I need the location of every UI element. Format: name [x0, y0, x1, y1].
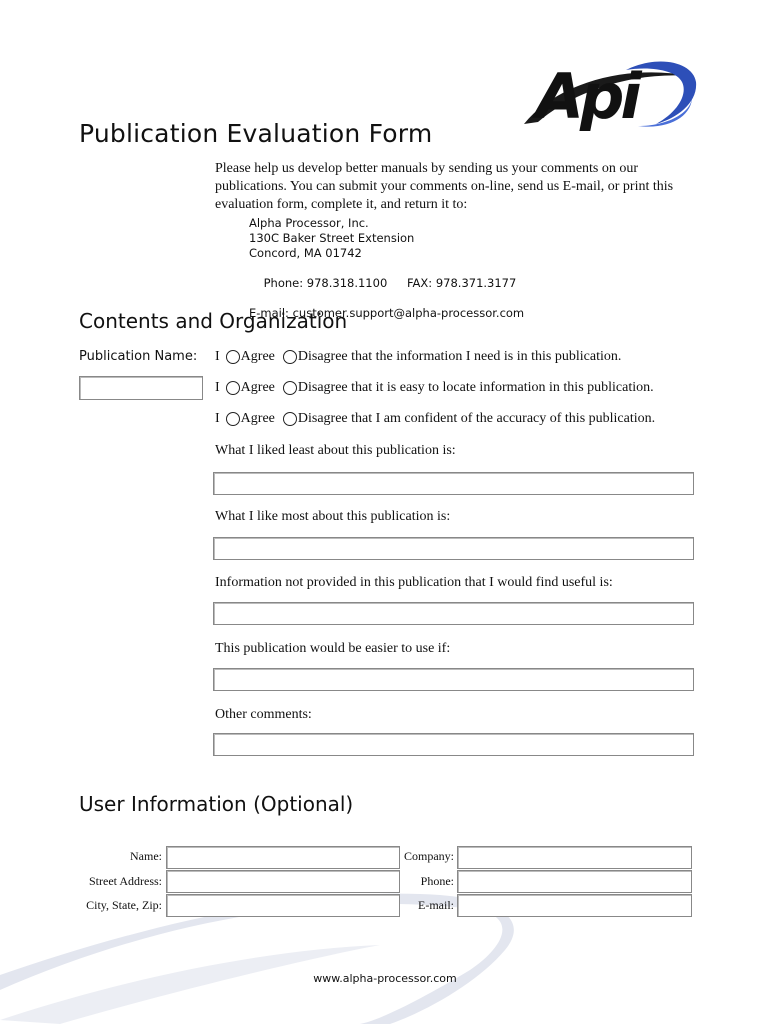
statement-row-3 [215, 411, 655, 427]
address-company: Alpha Processor, Inc. [249, 216, 369, 230]
statement-row-1 [215, 349, 621, 365]
street-address-field[interactable] [166, 870, 400, 893]
easier-to-use-field[interactable] [213, 668, 694, 691]
name-field[interactable] [166, 846, 400, 869]
liked-least-field[interactable] [213, 472, 694, 495]
statement-row-2 [215, 380, 654, 396]
disagree-statement-2: Disagree that it is easy to locate information in this publication. [297, 380, 654, 395]
address-phone: Phone: 978.318.1100 [263, 276, 388, 290]
city-state-zip-field[interactable] [166, 894, 400, 917]
contents-heading: Contents and Organization [79, 309, 348, 333]
company-field[interactable] [457, 846, 692, 869]
agree-radio-3[interactable] [226, 412, 240, 426]
agree-radio-1[interactable] [226, 350, 240, 364]
agree-label: Agree [240, 411, 275, 426]
agree-radio-2[interactable] [226, 381, 240, 395]
email-label: E-mail: [418, 898, 454, 912]
address-street: 130C Baker Street Extension [249, 231, 415, 245]
disagree-radio-3[interactable] [283, 412, 297, 426]
logo-text: Api [536, 60, 638, 132]
api-logo [518, 52, 698, 132]
phone-label: Phone: [420, 874, 454, 888]
publication-name-field[interactable] [79, 376, 203, 400]
other-comments-field[interactable] [213, 733, 694, 756]
disagree-radio-1[interactable] [283, 350, 297, 364]
disagree-radio-2[interactable] [283, 381, 297, 395]
mailing-address [249, 216, 524, 321]
question-other-comments: Other comments: [215, 707, 312, 722]
question-like-most: What I like most about this publication is: [215, 509, 451, 524]
address-email: E-mail: customer.support@alpha-processor.com [249, 306, 525, 320]
page-title: Publication Evaluation Form [79, 119, 433, 148]
footer-url: www.alpha-processor.com [313, 972, 457, 985]
question-info-not-provided: Information not provided in this publication that I would find useful is: [215, 575, 613, 590]
agree-label: Agree [240, 380, 275, 395]
city-state-zip-label: City, State, Zip: [86, 898, 162, 912]
phone-field[interactable] [457, 870, 692, 893]
street-address-label: Street Address: [89, 874, 162, 888]
address-fax: FAX: 978.371.3177 [407, 276, 517, 290]
company-label: Company: [404, 849, 454, 863]
like-most-field[interactable] [213, 537, 694, 560]
question-easier-to-use: This publication would be easier to use if: [215, 641, 451, 656]
name-label: Name: [130, 849, 162, 863]
info-not-provided-field[interactable] [213, 602, 694, 625]
i-label: I [215, 349, 220, 364]
email-field[interactable] [457, 894, 692, 917]
agree-label: Agree [240, 349, 275, 364]
disagree-statement-1: Disagree that the information I need is in this publication. [297, 349, 622, 364]
address-city: Concord, MA 01742 [249, 246, 362, 260]
i-label: I [215, 411, 220, 426]
publication-name-label: Publication Name: [79, 349, 198, 364]
question-liked-least: What I liked least about this publication is: [215, 443, 456, 458]
user-info-heading: User Information (Optional) [79, 792, 354, 816]
i-label: I [215, 380, 220, 395]
intro-text: Please help us develop better manuals by sending us your comments on our publications. You can submit your comments on-line, send us E-mail, or print this evaluation form, complete it, and return it to: [215, 161, 674, 212]
disagree-statement-3: Disagree that I am confident of the accuracy of this publication. [297, 411, 656, 426]
